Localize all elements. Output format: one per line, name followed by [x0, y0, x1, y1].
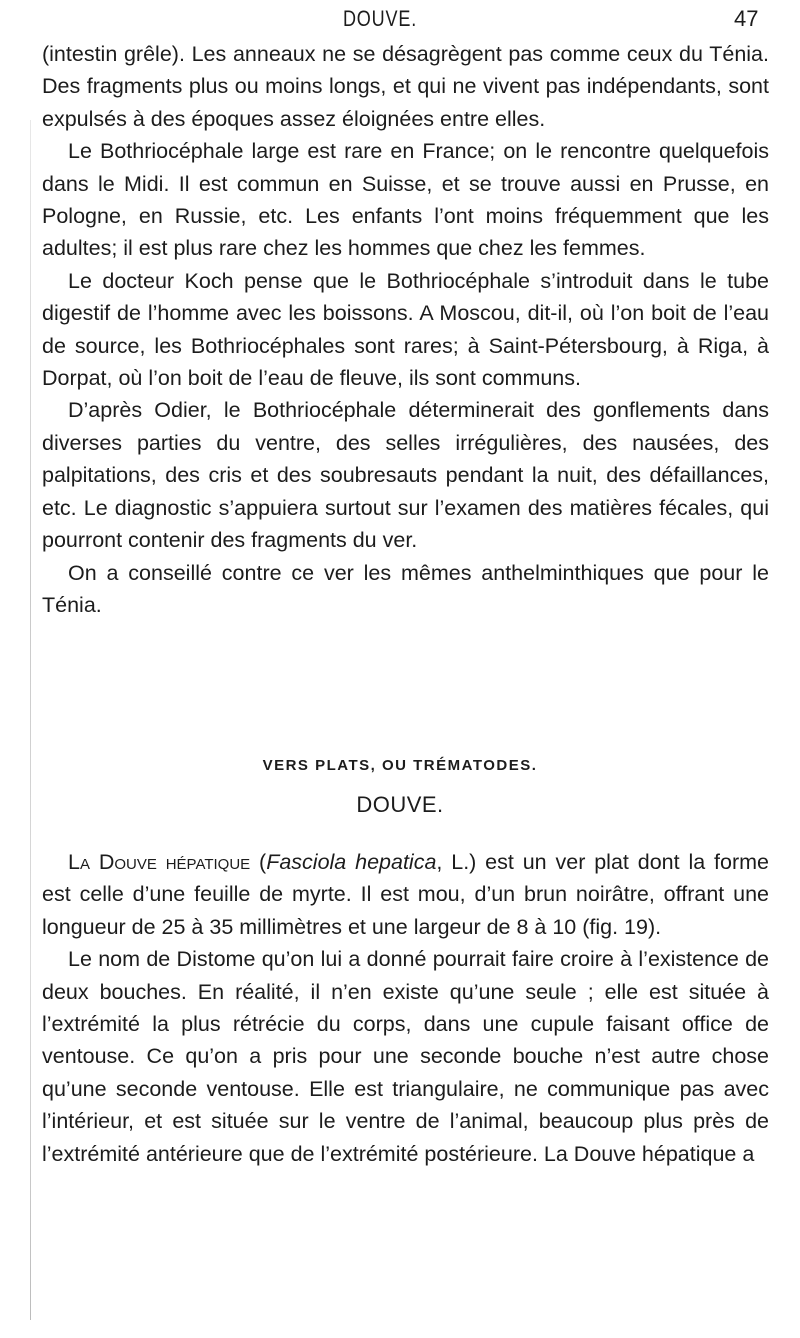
- body-text-douve: [42, 846, 769, 1170]
- latin-name: Fasciola hepatica: [266, 850, 437, 874]
- paragraph-bothriocephale-distribution: Le Bothriocéphale large est rare en France; on le rencontre quelquefois dans le Midi. Il est commun en Suisse, et se trouve aussi en Prusse, en Pologne, en Russie, etc. Les enfants l’ont moins fréquemment que les adultes; il est plus rare chez les hommes que chez les femmes.: [42, 139, 769, 261]
- body-text-top: [42, 38, 769, 621]
- subsection-heading: DOUVE.: [356, 792, 444, 817]
- running-title: DOUVE.: [342, 6, 418, 31]
- douve-description: , L.) est un ver plat dont la forme est celle d’une feuille de myrte. Il est mou, d’un brun noirâtre, offrant une longueur de 25 à 35 millimètres et une largeur de 8 à 10 (fig. 19).: [42, 850, 769, 939]
- paragraph-odier: D’après Odier, le Bothriocéphale déterminerait des gonflements dans diverses parties du ventre, des selles irrégulières, des nausées, des palpitations, des cris et des soubresauts pendant la nuit, des défaillances, etc. Le diagnostic s’appuiera surtout sur l’examen des matières fécales, qui pourront contenir des fragments du ver.: [42, 398, 769, 553]
- section-heading: VERS PLATS, OU TRÉMATODES.: [262, 757, 538, 774]
- page-number: 47: [734, 6, 759, 31]
- paragraph-douve-hepatique: [42, 846, 769, 943]
- paragraph-koch: Le docteur Koch pense que le Bothriocéphale s’introduit dans le tube digestif de l’homme avec les boissons. A Moscou, dit-il, où l’on boit de l’eau de source, les Bothriocéphales sont rares; à Saint-Pétersbourg, à Riga, à Dorpat, où l’on boit de l’eau de fleuve, ils sont communs.: [42, 268, 769, 391]
- paragraph-anthelminthiques: On a conseillé contre ce ver les mêmes anthelminthiques que pour le Ténia.: [42, 560, 769, 617]
- douve-open-paren: (: [250, 850, 267, 874]
- paragraph-distome: Le nom de Distome qu’on lui a donné pourrait faire croire à l’existence de deux bouches. En réalité, il n’en existe qu’une seule ; elle est située à l’extrémité la plus rétrécie du corps, dans une cupule faisant office de ventouse. Ce qu’on a pris pour une seconde bouche n’est autre chose qu’une seconde ventouse. Elle est triangulaire, ne communique pas avec l’intérieur, et est située sur le ventre de l’animal, beaucoup plus près de l’extrémité antérieure que de l’extrémité postérieure. La Douve hépatique a: [42, 947, 769, 1166]
- gutter-shadow: [30, 120, 31, 1320]
- douve-lead-smallcaps: La Douve hépatique: [68, 850, 251, 874]
- paragraph-intestin: (intestin grêle). Les anneaux ne se désagrègent pas comme ceux du Ténia. Des fragments plus ou moins longs, et qui ne vivent pas indépendants, sont expulsés à des époques assez éloignées entre elles.: [42, 42, 769, 131]
- running-head: [0, 2, 800, 42]
